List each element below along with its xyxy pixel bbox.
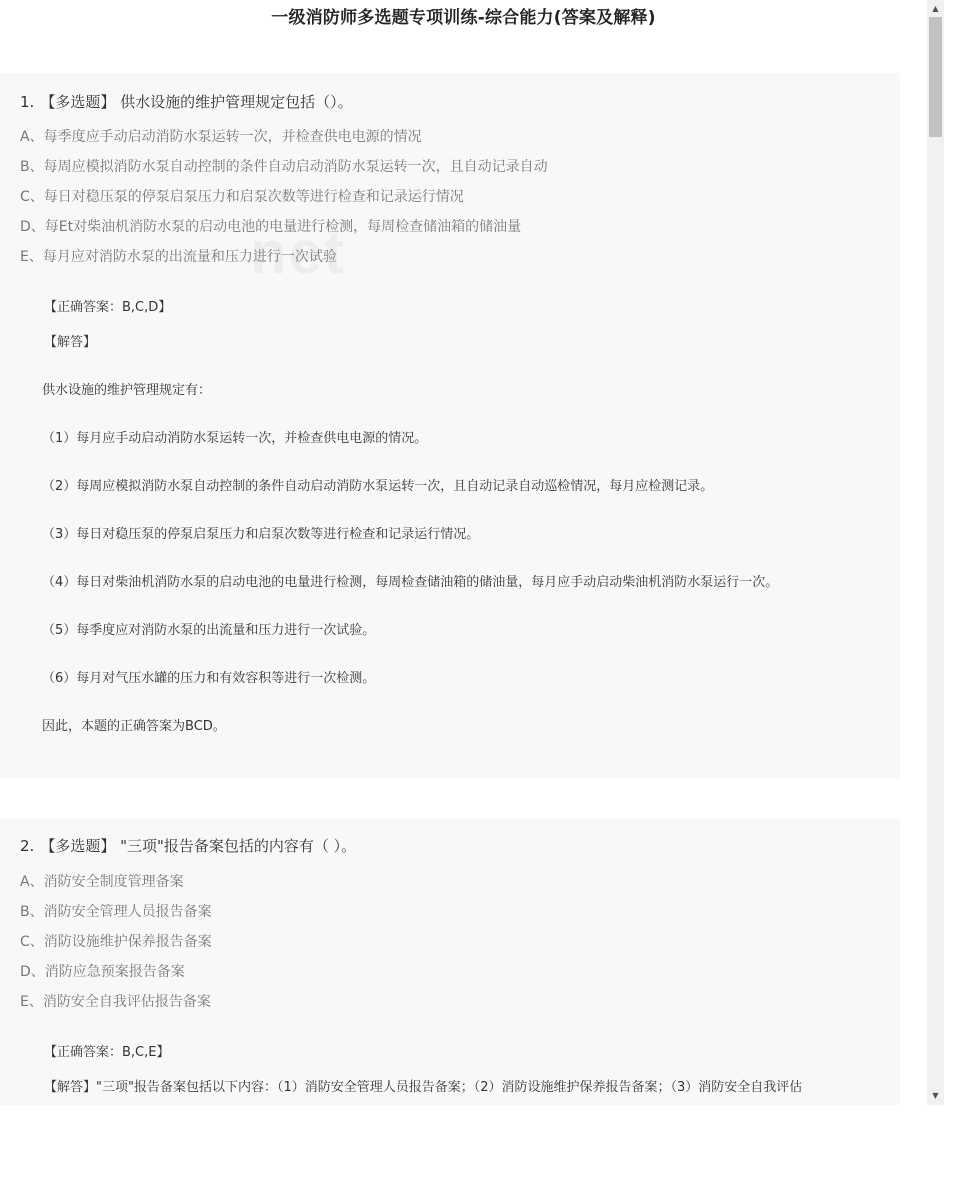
option-c: C、每日对稳压泵的停泵启泵压力和启泵次数等进行检查和记录运行情况 <box>20 189 464 205</box>
option-a: A、消防安全制度管理备案 <box>20 874 184 890</box>
explanation-line: （1）每月应手动启动消防水泵运转一次，并检查供电电源的情况。 <box>42 431 428 446</box>
explanation-line: （2）每周应模拟消防水泵自动控制的条件自动启动消防水泵运转一次，且自动记录自动巡检情况，每月应检测记录。 <box>42 479 714 494</box>
question-number: 2. <box>20 837 35 855</box>
question-title <box>20 91 353 112</box>
correct-answer: 【正确答案：B,C,D】 <box>44 300 172 315</box>
option-b: B、每周应模拟消防水泵自动控制的条件自动启动消防水泵运转一次，且自动记录自动 <box>20 159 548 175</box>
explanation-text: 【解答】"三项"报告备案包括以下内容：（1）消防安全管理人员报告备案；（2）消防设施维护保养报告备案；（3）消防安全自我评估 <box>44 1080 803 1095</box>
option-e: E、每月应对消防水泵的出流量和压力进行一次试验 <box>20 249 337 265</box>
option-d: D、消防应急预案报告备案 <box>20 964 185 980</box>
vertical-scrollbar[interactable] <box>927 0 944 1105</box>
option-d: D、每Et对柴油机消防水泵的启动电池的电量进行检测，每周检查储油箱的储油量 <box>20 219 522 235</box>
question-title <box>20 835 356 856</box>
solution-label: 【解答】 <box>44 335 97 350</box>
option-c: C、消防设施维护保养报告备案 <box>20 934 212 950</box>
scrollbar-thumb[interactable] <box>929 17 942 137</box>
question-text: 【多选题】 "三项"报告备案包括的内容有（ ）。 <box>40 837 357 855</box>
explanation-line: （6）每月对气压水罐的压力和有效容积等进行一次检测。 <box>42 671 376 686</box>
question-text: 【多选题】 供水设施的维护管理规定包括（）。 <box>40 93 353 111</box>
explanation-line: （3）每日对稳压泵的停泵启泵压力和启泵次数等进行检查和记录运行情况。 <box>42 527 480 542</box>
option-a: A、每季度应手动启动消防水泵运转一次，并检查供电电源的情况 <box>20 129 422 145</box>
explanation-conclusion: 因此，本题的正确答案为BCD。 <box>42 719 226 734</box>
question-block-1 <box>0 73 900 778</box>
explanation-line: 供水设施的维护管理规定有： <box>42 383 212 398</box>
correct-answer: 【正确答案：B,C,E】 <box>44 1045 170 1060</box>
question-block-2 <box>0 818 900 1105</box>
scroll-down-arrow-icon[interactable]: ▼ <box>932 1091 939 1100</box>
question-number: 1. <box>20 93 35 111</box>
option-e: E、消防安全自我评估报告备案 <box>20 994 211 1010</box>
page-title: 一级消防师多选题专项训练-综合能力(答案及解释) <box>271 8 656 28</box>
explanation-line: （5）每季度应对消防水泵的出流量和压力进行一次试验。 <box>42 623 376 638</box>
scroll-up-arrow-icon[interactable]: ▲ <box>932 4 939 13</box>
option-b: B、消防安全管理人员报告备案 <box>20 904 212 920</box>
explanation-line: （4）每日对柴油机消防水泵的启动电池的电量进行检测，每周检查储油箱的储油量，每月应手动启动柴油机消防水泵运行一次。 <box>42 575 779 590</box>
